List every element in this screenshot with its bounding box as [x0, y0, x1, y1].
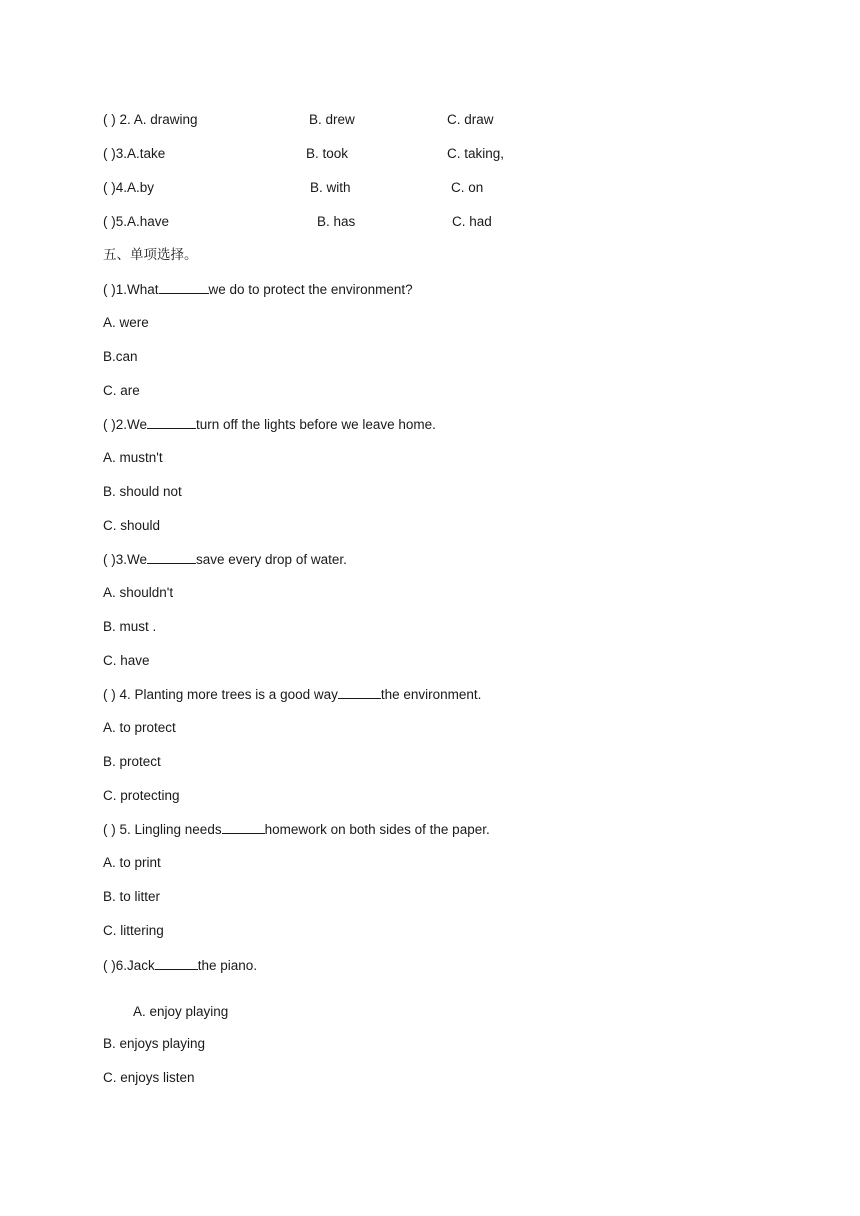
question-stem-pre: ( )1.What	[103, 282, 159, 297]
row-question-option-c: C. draw	[447, 112, 494, 127]
question-stem-pre: ( ) 4. Planting more trees is a good way	[103, 687, 338, 702]
option-a: A. to print	[103, 855, 161, 870]
row-question-3	[103, 144, 165, 164]
option-c: C. are	[103, 383, 140, 398]
row-question-stem: ( ) 2. A. drawing	[103, 112, 198, 127]
row-question-stem: ( )4.A.by	[103, 180, 155, 195]
row-question-option-c: C. on	[451, 180, 484, 195]
option-b: B. should not	[103, 484, 182, 499]
question-3	[103, 549, 347, 570]
option-b: B.can	[103, 349, 138, 364]
question-5	[103, 819, 490, 840]
answer-blank	[155, 955, 198, 970]
question-stem-post: homework on both sides of the paper.	[264, 822, 490, 837]
question-1	[103, 279, 413, 300]
option-b: B. must .	[103, 619, 157, 634]
answer-blank	[338, 684, 381, 699]
question-stem-pre: ( )2.We	[103, 417, 148, 432]
row-question-5	[103, 212, 169, 232]
question-4	[103, 684, 481, 705]
row-question-option-b: B. with	[310, 180, 351, 195]
row-question-option-b: B. took	[306, 146, 349, 161]
row-question-4	[103, 178, 154, 198]
option-c: C. protecting	[103, 788, 180, 803]
option-c: C. should	[103, 518, 161, 533]
question-stem-post: the environment.	[380, 687, 482, 702]
option-a: A. shouldn't	[103, 585, 174, 600]
row-question-2	[103, 110, 198, 130]
option-a: A. to protect	[103, 720, 176, 735]
option-b: B. to litter	[103, 889, 161, 904]
option-c: C. enjoys listen	[103, 1070, 195, 1085]
answer-blank	[222, 819, 265, 834]
question-6	[103, 955, 257, 976]
option-b: B. enjoys playing	[103, 1036, 206, 1051]
option-c: C. littering	[103, 923, 164, 938]
question-stem-post: turn off the lights before we leave home.	[196, 417, 436, 432]
question-2	[103, 414, 436, 435]
question-stem-post: we do to protect the environment?	[208, 282, 413, 297]
question-stem-pre: ( )6.Jack	[103, 958, 155, 973]
option-a: A. were	[103, 315, 149, 330]
option-b: B. protect	[103, 754, 161, 769]
row-question-option-b: B. has	[317, 214, 356, 229]
answer-blank	[147, 549, 196, 564]
option-a: A. enjoy playing	[133, 1004, 229, 1019]
answer-blank	[159, 279, 209, 294]
row-question-option-c: C. had	[452, 214, 492, 229]
row-question-option-c: C. taking,	[447, 146, 505, 161]
answer-blank	[147, 414, 196, 429]
row-question-option-b: B. drew	[309, 112, 355, 127]
question-stem-post: save every drop of water.	[196, 552, 347, 567]
option-c: C. have	[103, 653, 150, 668]
question-stem-post: the piano.	[197, 958, 258, 973]
question-stem-pre: ( ) 5. Lingling needs	[103, 822, 222, 837]
section-heading: 五、单项选择。	[103, 247, 198, 263]
row-question-stem: ( )3.A.take	[103, 146, 166, 161]
question-stem-pre: ( )3.We	[103, 552, 148, 567]
option-a: A. mustn't	[103, 450, 163, 465]
row-question-stem: ( )5.A.have	[103, 214, 170, 229]
